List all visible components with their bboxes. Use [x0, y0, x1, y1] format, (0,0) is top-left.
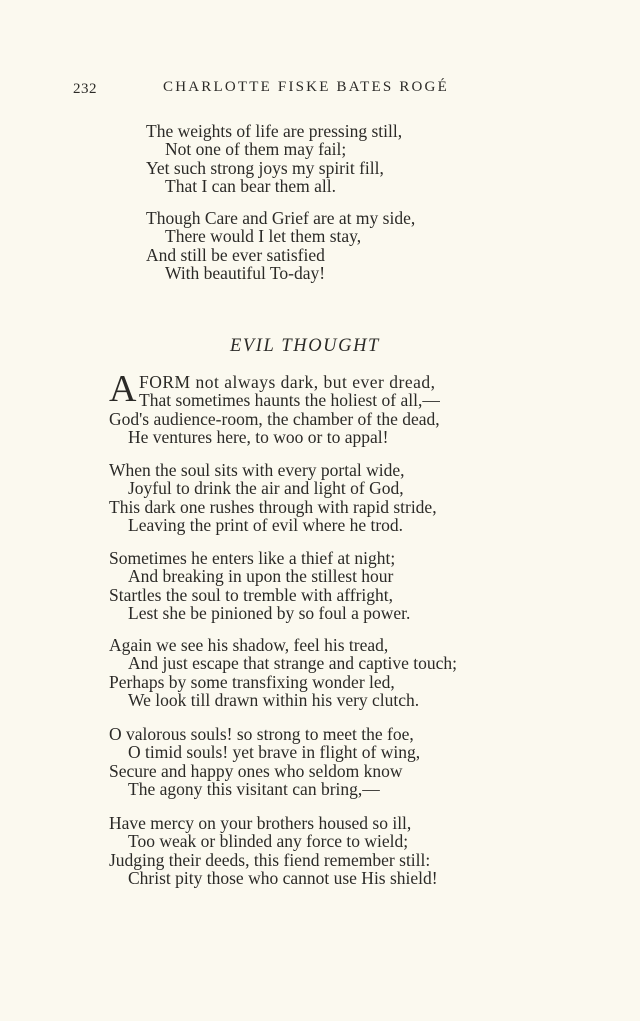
poem-title: EVIL THOUGHT: [230, 336, 380, 356]
poem-line: There would I let them stay,: [165, 226, 362, 247]
poem-first-line: FORM not always dark, but ever dread,: [139, 372, 436, 392]
poem-line: Judging their deeds, this fiend remember still:: [109, 849, 431, 870]
poem-line: That sometimes haunts the holiest of all,—: [139, 390, 440, 411]
poem-stanza-5: [109, 725, 420, 798]
poem-line: Though Care and Grief are at my side,: [146, 208, 416, 228]
poem-line: The agony this visitant can bring,—: [128, 778, 380, 799]
drop-cap: A: [109, 368, 137, 410]
poem-line: Secure and happy ones who seldom know: [109, 760, 403, 781]
poem-line: Not one of them may fail;: [165, 139, 347, 160]
poem-stanza-6: [109, 814, 438, 887]
poem-line: We look till drawn within his very clutch.: [128, 689, 420, 710]
poem-line: Christ pity those who cannot use His shield!: [128, 867, 438, 888]
poem-line: And breaking in upon the stillest hour: [128, 566, 394, 587]
poem-line: He ventures here, to woo or to appal!: [128, 426, 389, 447]
previous-poem-stanza-2: [146, 209, 415, 282]
poem-line: Have mercy on your brothers housed so ill,: [109, 813, 412, 833]
poem-stanza-3: [109, 549, 410, 622]
running-head: CHARLOTTE FISKE BATES ROGÉ: [163, 79, 449, 95]
poem-line: That I can bear them all.: [165, 175, 337, 196]
poem-stanza-2: [109, 461, 437, 534]
poem-line: And just escape that strange and captive touch;: [128, 653, 457, 674]
poem-line: Startles the soul to tremble with affright,: [109, 584, 393, 605]
poem-line: Lest she be pinioned by so foul a power.: [128, 602, 411, 623]
poem-stanza-4: [109, 636, 457, 709]
page-number: 232: [73, 81, 97, 97]
poem-line: The weights of life are pressing still,: [146, 121, 403, 141]
poem-line: Perhaps by some transfixing wonder led,: [109, 671, 395, 692]
poem-line: Too weak or blinded any force to wield;: [128, 831, 409, 852]
poem-line: Sometimes he enters like a thief at night;: [109, 548, 396, 568]
poem-line: And still be ever satisfied: [146, 244, 325, 265]
poem-line: O valorous souls! so strong to meet the foe,: [109, 724, 414, 744]
poem-line: Joyful to drink the air and light of God,: [128, 478, 404, 499]
poem-line: With beautiful To-day!: [165, 262, 326, 283]
poem-line: When the soul sits with every portal wide,: [109, 460, 405, 480]
poem-line: O timid souls! yet brave in flight of wing,: [128, 742, 421, 763]
previous-poem-stanza-1: [146, 122, 402, 195]
poem-line: Yet such strong joys my spirit fill,: [146, 157, 384, 178]
poem-line: Leaving the print of evil where he trod.: [128, 514, 404, 535]
poem-line: God's audience-room, the chamber of the dead,: [109, 408, 440, 429]
poem-stanza-1: [109, 373, 440, 446]
poem-line: This dark one rushes through with rapid stride,: [109, 496, 437, 517]
poem-line: Again we see his shadow, feel his tread,: [109, 635, 389, 655]
